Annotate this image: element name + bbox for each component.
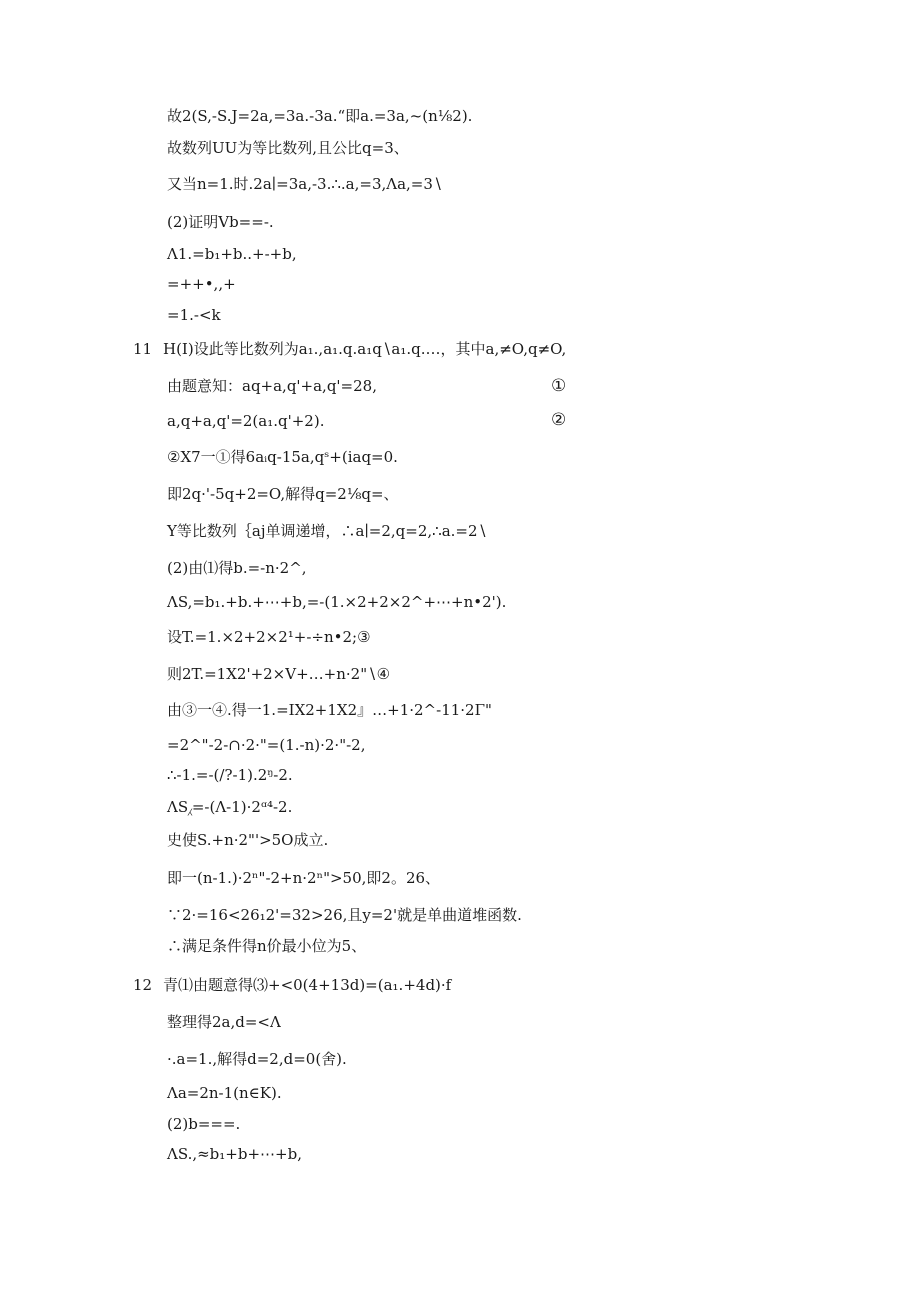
solution-line: 即2q·'-5q+2=O,解得q=2⅛q=、 <box>167 485 399 503</box>
solution-line: H(I)设此等比数列为a₁.,a₁.q.a₁q∖a₁.q.…，其中a,≠O,q≠O, <box>163 340 567 358</box>
solution-line: Λ1.=b₁+b..+-+b, <box>167 245 297 263</box>
solution-line: 即一(n-1.)·2ⁿ"-2+n·2ⁿ">50,即2。26、 <box>167 869 441 887</box>
solution-line: =2^"-2-∩·2·"=(1.-n)·2·"-2, <box>167 736 366 754</box>
solution-line: 由题意知：aq+a,q'+a,q'=28, <box>167 377 377 395</box>
solution-line: 青⑴由题意得⑶+<0(4+13d)=(a₁.+4d)·f <box>163 976 452 994</box>
solution-line: ∵2·=16<26₁2'=32>26,且y=2'就是单曲道堆函数. <box>167 906 522 924</box>
solution-line: a,q+a,q'=2(a₁.q'+2). <box>167 412 325 430</box>
solution-line: =1.-<k <box>167 306 221 324</box>
solution-line: ∴-1.=-(/?-1).2ᵑ-2. <box>167 766 293 784</box>
solution-line: 由③一④.得一1.=IX2+1X2』…+1·2^-11·2Γ" <box>167 701 492 719</box>
solution-line: ΛS.,≈b₁+b+⋯+b, <box>167 1145 302 1163</box>
solution-line: (2)b===. <box>167 1115 241 1133</box>
equation-marker: ① <box>551 376 567 396</box>
solution-line: 整理得2a,d=<Λ <box>167 1013 281 1031</box>
equation-marker: ② <box>551 410 567 430</box>
solution-line: =++•,,+ <box>167 275 236 293</box>
solution-line: 故2(S,-S.J=2a,=3a.-3a.“即a.=3a,~(n⅛2). <box>167 107 473 125</box>
solution-line: 又当n=1.时.2a∣=3a,-3.∴.a,=3,Λa,=3∖ <box>167 175 443 193</box>
solution-line: ΛS⁁=-(Λ-1)·2ᵅ⁴-2. <box>167 798 293 816</box>
solution-line: ·.a=1.,解得d=2,d=0(舍). <box>167 1050 347 1068</box>
solution-line: 则2T.=1X2'+2×V+…+n·2"∖④ <box>167 665 391 683</box>
problem-number: 11 <box>133 340 153 358</box>
solution-line: (2)由⑴得b.=-n·2^, <box>167 559 307 577</box>
solution-line: 史使S.+n·2"'>5O成立. <box>167 831 329 849</box>
solution-line: ②X7一①得6aᵢq-15a,qˢ+(iaq=0. <box>167 448 398 466</box>
solution-line: ∴满足条件得n价最小位为5、 <box>167 937 367 955</box>
solution-line: Y等比数列｛aj单调递增，∴a∣=2,q=2,∴a.=2∖ <box>167 522 488 540</box>
solution-line: Λa=2n-1(n∈K). <box>167 1084 282 1102</box>
problem-number: 12 <box>133 976 153 994</box>
solution-line: 故数列UU为等比数列,且公比q=3、 <box>167 139 409 157</box>
solution-line: ΛS,=b₁.+b.+⋯+b,=-(1.×2+2×2^+⋯+n•2'). <box>167 593 507 611</box>
solution-line: (2)证明Vb==-. <box>167 213 274 231</box>
solution-line: 设T.=1.×2+2×2¹+-÷n•2;③ <box>167 628 371 646</box>
